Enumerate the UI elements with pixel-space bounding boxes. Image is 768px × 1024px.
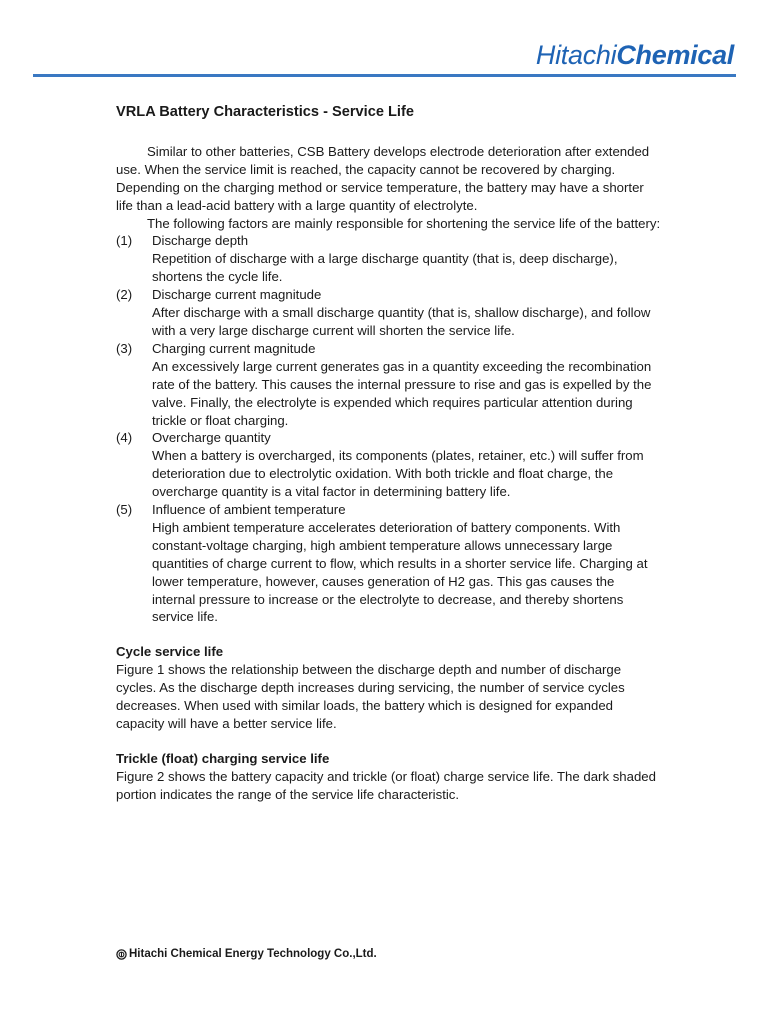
factor-text: After discharge with a small discharge quantity (that is, shallow discharge), and follow with a very large discharge current will shorten the service life.	[152, 305, 651, 338]
factor-number: (5)	[116, 502, 133, 518]
factor-number: (3)	[116, 340, 133, 356]
intro-paragraph-1: Similar to other batteries, CSB Battery develops electrode deterioration after extended use. When the service limit is reached, the capacity cannot be recovered by charging. Depending on the charging method or service temperature, the battery may have a shorter life than a lead-acid battery with a large quantity of electrolyte.	[116, 143, 650, 213]
factor-heading: Overcharge quantity	[152, 430, 271, 446]
factor-text: High ambient temperature accelerates deterioration of battery components. With constant-voltage charging, high ambient temperature allows unnecessary large quantities of charge current to flow, which results in a shorter service life. Charging at lower temperature, however, causes generation of H2 gas. This gas causes the internal pressure to increase or the electrolyte to decrease, and thereby shortens service life.	[152, 519, 648, 625]
section-heading-cycle-life: Cycle service life	[116, 644, 224, 660]
factor-heading: Influence of ambient temperature	[152, 502, 346, 518]
section-text-trickle-life: Figure 2 shows the battery capacity and trickle (or float) charge service life. The dark shaded portion indicates the range of the service life characteristic.	[116, 768, 656, 802]
factor-number: (1)	[116, 233, 133, 249]
factor-text: Repetition of discharge with a large discharge quantity (that is, deep discharge), shortens the cycle life.	[152, 251, 618, 285]
section-text-cycle-life: Figure 1 shows the relationship between the discharge depth and number of discharge cycles. As the discharge depth increases during servicing, the number of service cycles decreases. When used with similar loads, the battery which is designed for expanded capacity will have a better service life.	[116, 662, 625, 731]
factor-item	[116, 232, 661, 286]
factor-item	[116, 429, 661, 501]
factor-text: An excessively large current generates gas in a quantity exceeding the recombination rate of the battery. This causes the internal pressure to rise and gas is expelled by the valve. Finally, the electrolyte is expended which requires particular attention during trickle or float charging.	[152, 358, 652, 428]
brand-logo	[536, 40, 734, 71]
header-rule	[33, 74, 736, 77]
document-body	[116, 104, 661, 804]
factor-item	[116, 340, 661, 430]
hitachi-mark-icon	[116, 949, 127, 960]
brand-logo-prefix: Hitachi	[535, 40, 617, 70]
page-footer	[116, 948, 377, 960]
factor-item	[116, 286, 661, 340]
factor-heading: Discharge depth	[152, 233, 249, 249]
factor-text: When a battery is overcharged, its components (plates, retainer, etc.) will suffer from deterioration due to electrolytic oxidation. With both trickle and float charge, the overcharge quantity is a vital factor in determining battery life.	[152, 448, 644, 500]
factor-heading: Charging current magnitude	[152, 340, 316, 356]
brand-logo-suffix: Chemical	[616, 40, 734, 70]
section-heading-trickle-life: Trickle (float) charging service life	[116, 750, 330, 766]
factor-heading: Discharge current magnitude	[152, 287, 322, 303]
intro-paragraph-2: The following factors are mainly responsible for shortening the service life of the battery:	[147, 215, 661, 231]
page-title: VRLA Battery Characteristics - Service Life	[116, 104, 414, 120]
factor-number: (4)	[116, 430, 133, 446]
footer-company: Hitachi Chemical Energy Technology Co.,Ltd.	[129, 948, 377, 960]
factor-number: (2)	[116, 287, 133, 303]
factor-item	[116, 501, 661, 626]
